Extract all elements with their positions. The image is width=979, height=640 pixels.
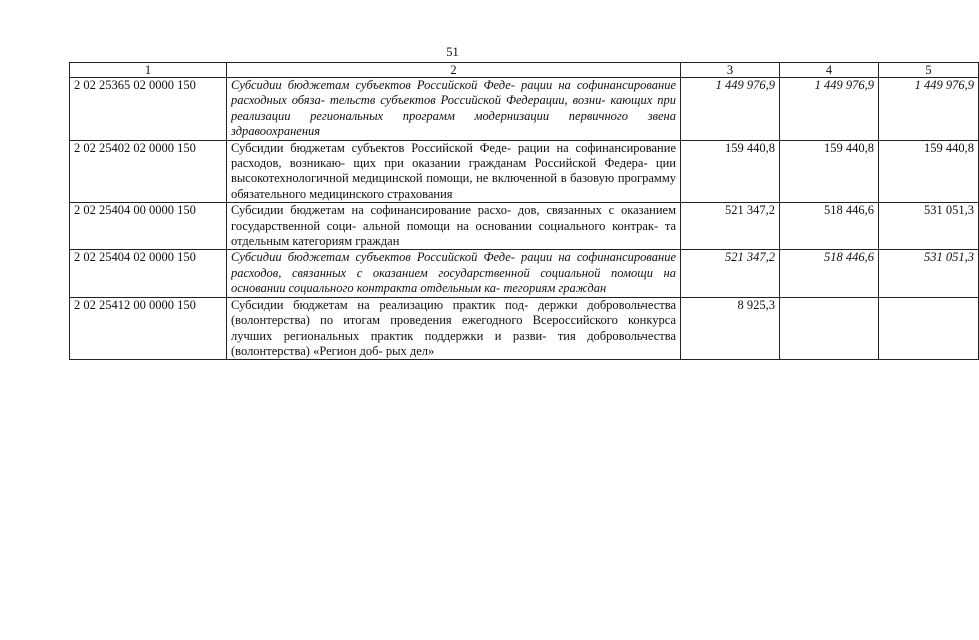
description-line: Субсидии бюджетам на софинансирование расхо- xyxy=(231,203,512,218)
budget-classification-code: 2 02 25404 02 0000 150 xyxy=(70,250,227,297)
description-line: рации на софинансирование расходных обяза- xyxy=(231,78,677,108)
amount-column-5 xyxy=(879,297,979,360)
column-header-2: 2 xyxy=(227,63,681,78)
table-row xyxy=(70,78,979,141)
column-number-header-row xyxy=(70,63,979,78)
amount-column-5: 531 051,3 xyxy=(879,250,979,297)
table-row xyxy=(70,250,979,297)
description-line: кающих при реализации региональных программ xyxy=(231,93,676,123)
amount-column-3: 521 347,2 xyxy=(681,203,780,250)
description-line: Субсидии бюджетам субъектов Российской Феде- xyxy=(231,140,511,155)
description-line: рации на софинансирование расходов, связанных с xyxy=(231,250,677,280)
budget-classification-code: 2 02 25365 02 0000 150 xyxy=(70,78,227,141)
description-line: Субсидии бюджетам субъектов Российской Феде- xyxy=(231,78,515,92)
income-description xyxy=(227,78,681,141)
amount-column-4: 1 449 976,9 xyxy=(780,78,879,141)
table-row xyxy=(70,297,979,360)
description-line: Субсидии бюджетам на реализацию практик под- xyxy=(231,297,529,312)
income-description xyxy=(227,203,681,250)
income-description xyxy=(227,140,681,203)
description-line: модернизации первичного звена здравоохранения xyxy=(231,108,677,139)
description-line: включенной в базовую программу обязательного xyxy=(231,171,677,201)
table-row xyxy=(70,203,979,250)
amount-column-3: 1 449 976,9 xyxy=(681,78,780,141)
description-line: тия добровольчества (волонтерства) «Регион доб- xyxy=(231,328,676,358)
amount-column-3: 159 440,8 xyxy=(681,140,780,203)
column-header-5: 5 xyxy=(879,63,979,78)
description-line: Субсидии бюджетам субъектов Российской Феде- xyxy=(231,250,515,265)
budget-classification-code: 2 02 25412 00 0000 150 xyxy=(70,297,227,360)
description-line: альной помощи на основании социального контрак- xyxy=(362,218,659,233)
income-description xyxy=(227,250,681,297)
description-line: ции высокотехнологичной медицинской помощи, не xyxy=(231,156,676,186)
budget-classification-code: 2 02 25404 00 0000 150 xyxy=(70,203,227,250)
description-line: щих при оказании гражданам Российской Федера- xyxy=(353,156,648,171)
description-line: тельств субъектов Российской Федерации, возни- xyxy=(329,93,606,108)
description-line: основании социального контракта отдельным ка- xyxy=(231,281,501,296)
description-line: рых дел» xyxy=(385,343,435,358)
description-line: дов, связанных с оказанием государственной соци- xyxy=(231,203,676,233)
amount-column-5: 159 440,8 xyxy=(879,140,979,203)
description-line: та отдельным категориям граждан xyxy=(231,218,677,249)
description-line: медицинского страхования xyxy=(309,186,453,201)
page-number: 51 xyxy=(446,45,459,59)
table-row xyxy=(70,140,979,203)
description-line: лучших региональных практик поддержки и разви- xyxy=(231,328,547,343)
income-description xyxy=(227,297,681,360)
column-header-3: 3 xyxy=(681,63,780,78)
amount-column-4: 518 446,6 xyxy=(780,203,879,250)
column-header-1: 1 xyxy=(70,63,227,78)
amount-column-3: 8 925,3 xyxy=(681,297,780,360)
description-line: тегориям граждан xyxy=(503,281,607,296)
amount-column-4 xyxy=(780,297,879,360)
description-line: рации на софинансирование расходов, возникаю- xyxy=(231,140,676,171)
description-line: оказанием государственной социальной помощи на xyxy=(372,265,677,280)
budget-classification-code: 2 02 25402 02 0000 150 xyxy=(70,140,227,203)
amount-column-5: 531 051,3 xyxy=(879,203,979,250)
amount-column-3: 521 347,2 xyxy=(681,250,780,297)
description-line: держки добровольчества (волонтерства) по итогам xyxy=(231,297,677,328)
budget-revenue-table xyxy=(69,62,979,360)
amount-column-4: 159 440,8 xyxy=(780,140,879,203)
description-line: проведения ежегодного Всероссийского конкурса xyxy=(390,313,676,328)
amount-column-4: 518 446,6 xyxy=(780,250,879,297)
amount-column-5: 1 449 976,9 xyxy=(879,78,979,141)
column-header-4: 4 xyxy=(780,63,879,78)
